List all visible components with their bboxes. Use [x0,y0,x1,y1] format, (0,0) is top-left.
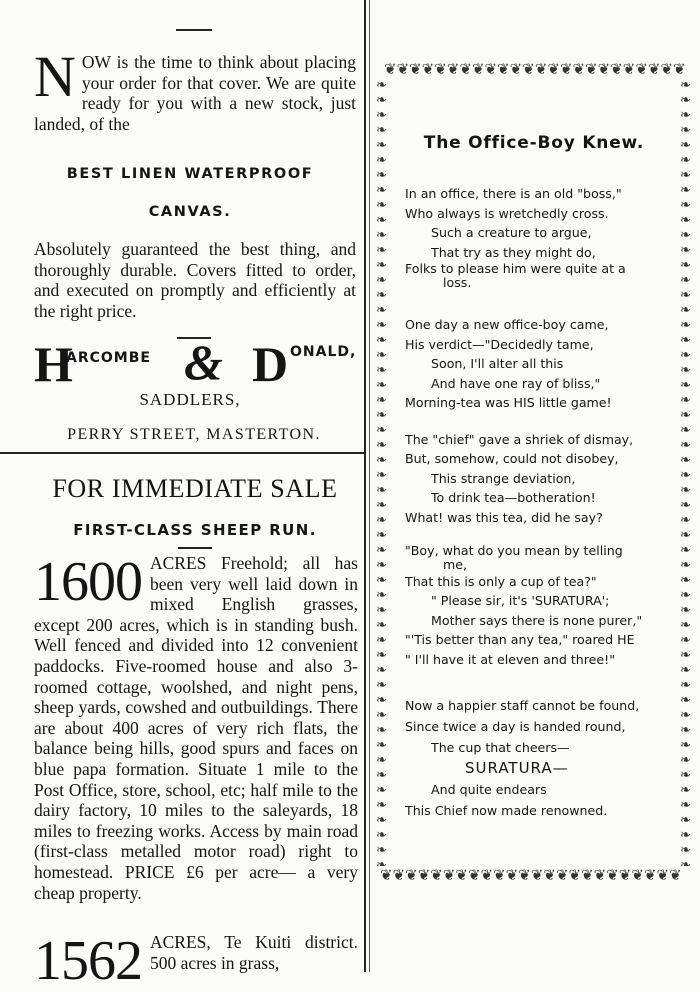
firm-initial-d: D [252,336,289,392]
poem-stanza-1 [405,184,675,290]
firm-name [34,334,358,392]
poem-line: SURATURA— [465,759,569,777]
poem-line: And have one ray of bliss," [431,375,601,391]
drop-cap-letter: N [34,44,76,109]
poem-line: His verdict—"Decidedly tame, [405,336,594,352]
poem-line: And quite endears [431,782,547,797]
now-ad-lead-paragraph [34,44,356,134]
firm-initial-h: H [34,336,73,392]
now-ad-lead-text: OW is the time to think about placing your order for that cover. We are quite ready for you with a new stock, just landed, of the [34,52,356,134]
firm-ampersand: & [184,334,223,390]
column-divider [364,0,366,972]
acreage-1562: 1562 [34,930,142,992]
border-right-ornament: ❧❧❧❧❧❧❧❧❧❧❧❧❧❧❧❧❧❧❧❧❧❧❧❧❧❧❧❧❧❧❧❧❧❧❧❧❧❧❧❧❧❧❧❧❧❧❧❧❧❧❧❧❧ [680,78,691,866]
poem-line: Morning-tea was HIS little game! [405,395,612,411]
poem-stanza-3 [405,430,675,527]
poem-stanza-2 [405,315,675,413]
sale-text-1600: ACRES Freehold; all has been very well laid down in mixed English grasses, except 200 acres, which is in standing bush. Well fenced and divided into 12 convenient paddocks. Five-roomed house and also 3-roomed cottage, woolshed, and night pens, sheep yards, cowshed and outbuildings. There are about 400 acres of very rich flats, the balance being hills, good spurs and faces on blue papa formation. Situate 1 mile to the Post Office, store, school, etc; half mile to the dairy factory, 10 miles to the saleyards, 18 miles to freezing works. Access by main road (first-class metalled motor road) right to homestead. PRICE £6 per acre— a very cheap property. [34,553,358,903]
poem-line: That this is only a cup of tea?" [405,574,597,589]
poem-line: Soon, I'll alter all this [431,356,564,372]
poem-line: The cup that cheers— [431,740,570,755]
sale-paragraph-1600 [34,553,358,903]
sale-subtitle: FIRST-CLASS SHEEP RUN. [73,521,317,539]
canvas-heading: CANVAS. [148,204,232,220]
poem-line: But, somehow, could not disobey, [405,451,619,467]
firm-arcombe: ARCOMBE [66,350,151,366]
column-divider-edge [369,0,370,972]
poem-line: Such a creature to argue, [431,225,592,240]
poem-line: That try as they might do, [431,244,596,260]
border-bottom-ornament: ❦❦❦❦❦❦❦❦❦❦❦❦❦❦❦❦❦❦❦❦❦❦❦❦ [380,866,682,884]
poem-line: The "chief" gave a shriek of dismay, [405,432,634,447]
firm-onald: ONALD, [290,344,357,360]
poem-stanza-5 [405,695,675,821]
poem-stanza-4 [405,544,675,669]
firm-bottom-rule [0,452,364,454]
poem-line: In an office, there is an old "boss," [405,186,622,201]
poem-line: "Boy, what do you mean by telling [405,543,623,558]
poem-line: What! was this tea, did he say? [405,509,603,525]
poem-line: One day a new office-boy came, [405,317,609,332]
linen-heading: BEST LINEN WATERPROOF [66,166,314,182]
poem-line: Mother says there is none purer," [431,612,643,628]
now-advertisement [34,44,356,134]
border-left-ornament: ❧❧❧❧❧❧❧❧❧❧❧❧❧❧❧❧❧❧❧❧❧❧❧❧❧❧❧❧❧❧❧❧❧❧❧❧❧❧❧❧❧❧❧❧❧❧❧❧❧❧❧❧❧ [376,78,387,866]
poem-line: " I'll have it at eleven and three!" [405,651,616,667]
firm-trade: SADDLERS, [139,390,241,409]
top-short-rule [176,29,212,31]
now-ad-body: Absolutely guaranteed the best thing, and thoroughly durable. Covers fitted to order, and executed on promptly and efficiently at the right price. [34,239,356,321]
poem-line: me, [443,557,468,572]
sale-rule [178,547,212,549]
acreage-1600: 1600 [34,551,142,613]
poem-line: Who always is wretchedly cross. [405,205,609,221]
poem-line: To drink tea—botheration! [431,490,596,506]
poem-line: " Please sir, it's 'SURATURA'; [431,593,610,609]
sale-paragraph-1562 [34,930,358,992]
border-top-ornament: ❦❦❦❦❦❦❦❦❦❦❦❦❦❦❦❦❦❦❦❦❦❦❦❦ [384,60,686,78]
poem-title: The Office-Boy Knew. [423,133,645,153]
poem-line: Now a happier staff cannot be found, [405,698,640,713]
poem-line: This strange deviation, [431,470,576,486]
poem-line: Since twice a day is handed round, [405,719,626,734]
sale-text-1562: ACRES, Te Kuiti district. 500 acres in grass, [150,932,358,973]
poem-line: Folks to please him were quite at a [405,261,626,276]
poem-line: loss. [443,275,472,290]
poem-line: This Chief now made renowned. [405,803,608,818]
poem-line: "'Tis better than any tea," roared HE [405,632,635,648]
sale-title: FOR IMMEDIATE SALE [52,474,338,503]
firm-address: PERRY STREET, MASTERTON. [67,426,321,443]
